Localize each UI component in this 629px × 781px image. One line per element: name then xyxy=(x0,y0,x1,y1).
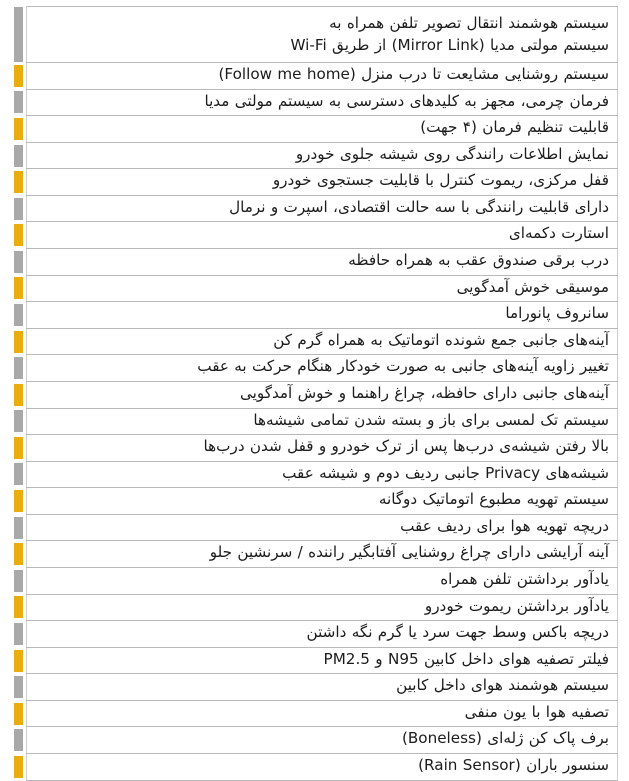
row-marker-gray xyxy=(14,621,23,648)
feature-cell: تغییر زاویه آینه‌های جانبی به صورت خودکار هنگام حرکت به عقب xyxy=(27,355,618,382)
feature-cell: یادآور برداشتن تلفن همراه xyxy=(27,567,618,594)
row-marker-yellow xyxy=(14,222,23,249)
table-row xyxy=(14,169,618,196)
feature-cell: سیستم تک لمسی برای باز و بسته شدن تمامی شیشه‌ها xyxy=(27,408,618,435)
feature-list-table xyxy=(14,6,618,781)
row-marker-gray xyxy=(14,249,23,276)
table-row xyxy=(14,195,618,222)
row-marker-gap xyxy=(23,435,27,462)
table-row xyxy=(14,594,618,621)
feature-cell: آینه آرایشی دارای چراغ روشنایی آفتابگیر راننده / سرنشین جلو xyxy=(27,541,618,568)
row-marker-gap xyxy=(23,754,27,781)
row-marker-gap xyxy=(23,381,27,408)
table-row xyxy=(14,461,618,488)
table-row xyxy=(14,142,618,169)
row-marker-gap xyxy=(23,461,27,488)
row-marker-gap xyxy=(23,621,27,648)
feature-cell: تصفیه هوا با یون منفی xyxy=(27,700,618,727)
row-marker-gray xyxy=(14,302,23,329)
table-row xyxy=(14,275,618,302)
feature-cell: موسیقی خوش آمدگویی xyxy=(27,275,618,302)
row-marker-bar xyxy=(14,490,23,512)
feature-cell: دریچه باکس وسط جهت سرد یا گرم نگه داشتن xyxy=(27,621,618,648)
feature-cell: درب برقی صندوق عقب به همراه حافظه xyxy=(27,249,618,276)
row-marker-bar xyxy=(14,596,23,618)
row-marker-gap xyxy=(23,222,27,249)
feature-cell: نمایش اطلاعات رانندگی روی شیشه جلوی خودرو xyxy=(27,142,618,169)
row-marker-bar xyxy=(14,91,23,113)
feature-cell: سیستم روشنایی مشایعت تا درب منزل (Follow me home) xyxy=(27,63,618,90)
row-marker-yellow xyxy=(14,700,23,727)
row-marker-gray xyxy=(14,674,23,701)
row-marker-gap xyxy=(23,674,27,701)
table-row xyxy=(14,647,618,674)
row-marker-yellow xyxy=(14,541,23,568)
table-row xyxy=(14,302,618,329)
row-marker-bar xyxy=(14,357,23,379)
feature-cell: دریچه تهویه هوا برای ردیف عقب xyxy=(27,514,618,541)
row-marker-gap xyxy=(23,355,27,382)
row-marker-gap xyxy=(23,408,27,435)
row-marker-yellow xyxy=(14,435,23,462)
row-marker-gap xyxy=(23,249,27,276)
row-marker-yellow xyxy=(14,275,23,302)
feature-cell: بالا رفتن شیشه‌ی درب‌ها پس از ترک خودرو و قفل شدن درب‌ها xyxy=(27,435,618,462)
row-marker-yellow xyxy=(14,647,23,674)
feature-cell: استارت دکمه‌ای xyxy=(27,222,618,249)
table-row xyxy=(14,541,618,568)
row-marker-gap xyxy=(23,594,27,621)
feature-cell: سیستم هوشمند انتقال تصویر تلفن همراه به سیستم مولتی مدیا (Mirror Link) از طریق Wi-Fi xyxy=(27,7,618,63)
row-marker-gap xyxy=(23,488,27,515)
row-marker-yellow xyxy=(14,63,23,90)
row-marker-bar xyxy=(14,118,23,140)
row-marker-bar xyxy=(14,650,23,672)
row-marker-bar xyxy=(14,224,23,246)
row-marker-gap xyxy=(23,541,27,568)
feature-cell: سنسور باران (Rain Sensor) xyxy=(27,754,618,781)
table-row xyxy=(14,514,618,541)
row-marker-bar xyxy=(14,7,23,62)
row-marker-gap xyxy=(23,567,27,594)
feature-cell: قفل مرکزی، ریموت کنترل با قابلیت جستجوی خودرو xyxy=(27,169,618,196)
row-marker-yellow xyxy=(14,381,23,408)
row-marker-bar xyxy=(14,198,23,220)
table-row xyxy=(14,567,618,594)
table-row xyxy=(14,408,618,435)
row-marker-bar xyxy=(14,384,23,406)
feature-cell: آینه‌های جانبی دارای حافظه، چراغ راهنما و خوش آمدگویی xyxy=(27,381,618,408)
table-row xyxy=(14,621,618,648)
row-marker-gray xyxy=(14,355,23,382)
row-marker-gap xyxy=(23,514,27,541)
row-marker-bar xyxy=(14,543,23,565)
row-marker-yellow xyxy=(14,594,23,621)
table-row xyxy=(14,700,618,727)
row-marker-gap xyxy=(23,275,27,302)
table-row xyxy=(14,355,618,382)
row-marker-yellow xyxy=(14,328,23,355)
row-marker-bar xyxy=(14,331,23,353)
feature-cell: شیشه‌های Privacy جانبی ردیف دوم و شیشه عقب xyxy=(27,461,618,488)
row-marker-bar xyxy=(14,277,23,299)
row-marker-bar xyxy=(14,251,23,273)
row-marker-gray xyxy=(14,7,23,63)
table-row xyxy=(14,7,618,63)
row-marker-gap xyxy=(23,169,27,196)
row-marker-gap xyxy=(23,328,27,355)
feature-table-body xyxy=(14,7,618,781)
row-marker-bar xyxy=(14,304,23,326)
table-row xyxy=(14,435,618,462)
row-marker-bar xyxy=(14,570,23,592)
feature-cell: سیستم هوشمند هوای داخل کابین xyxy=(27,674,618,701)
feature-cell: فرمان چرمی، مجهز به کلیدهای دسترسی به سیستم مولتی مدیا xyxy=(27,89,618,116)
row-marker-yellow xyxy=(14,754,23,781)
row-marker-gray xyxy=(14,567,23,594)
row-marker-bar xyxy=(14,756,23,778)
row-marker-gap xyxy=(23,647,27,674)
row-marker-gap xyxy=(23,63,27,90)
feature-cell: یادآور برداشتن ریموت خودرو xyxy=(27,594,618,621)
row-marker-gap xyxy=(23,195,27,222)
row-marker-gap xyxy=(23,302,27,329)
feature-cell: آینه‌های جانبی جمع شونده اتوماتیک به همراه گرم کن xyxy=(27,328,618,355)
row-marker-bar xyxy=(14,145,23,167)
row-marker-yellow xyxy=(14,116,23,143)
feature-cell: فیلتر تصفیه هوای داخل کابین N95 و PM2.5 xyxy=(27,647,618,674)
feature-cell: برف پاک کن ژله‌ای (Boneless) xyxy=(27,727,618,754)
table-row xyxy=(14,89,618,116)
row-marker-bar xyxy=(14,676,23,698)
row-marker-bar xyxy=(14,171,23,193)
row-marker-gray xyxy=(14,142,23,169)
row-marker-gap xyxy=(23,142,27,169)
row-marker-gray xyxy=(14,89,23,116)
row-marker-bar xyxy=(14,517,23,539)
table-row xyxy=(14,249,618,276)
table-row xyxy=(14,754,618,781)
row-marker-yellow xyxy=(14,488,23,515)
row-marker-gap xyxy=(23,89,27,116)
row-marker-bar xyxy=(14,463,23,485)
row-marker-bar xyxy=(14,437,23,459)
row-marker-bar xyxy=(14,65,23,87)
row-marker-gap xyxy=(23,116,27,143)
table-row xyxy=(14,63,618,90)
table-row xyxy=(14,488,618,515)
row-marker-gray xyxy=(14,461,23,488)
feature-cell: قابلیت تنظیم فرمان (۴ جهت) xyxy=(27,116,618,143)
table-row xyxy=(14,328,618,355)
feature-cell: سیستم تهویه مطبوع اتوماتیک دوگانه xyxy=(27,488,618,515)
row-marker-yellow xyxy=(14,169,23,196)
table-row xyxy=(14,674,618,701)
row-marker-bar xyxy=(14,623,23,645)
row-marker-bar xyxy=(14,410,23,432)
feature-cell: دارای قابلیت رانندگی با سه حالت اقتصادی، اسپرت و نرمال xyxy=(27,195,618,222)
row-marker-gray xyxy=(14,195,23,222)
row-marker-gray xyxy=(14,514,23,541)
table-row xyxy=(14,222,618,249)
row-marker-gap xyxy=(23,7,27,63)
row-marker-gap xyxy=(23,700,27,727)
row-marker-bar xyxy=(14,729,23,751)
table-row xyxy=(14,381,618,408)
table-row xyxy=(14,116,618,143)
row-marker-bar xyxy=(14,703,23,725)
feature-cell: سانروف پانوراما xyxy=(27,302,618,329)
row-marker-gray xyxy=(14,408,23,435)
